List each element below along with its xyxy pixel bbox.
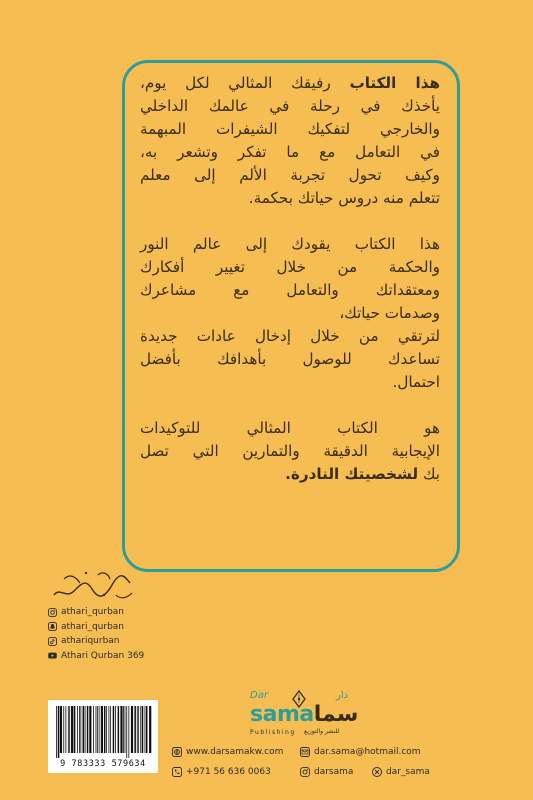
barcode-bar [106, 706, 107, 753]
contact-phone-text: +971 56 636 0063 [186, 767, 271, 777]
signature-text: عذاري قربان [88, 603, 94, 604]
blurb-line: الإيجابية الدقيقة والتمارين التي تصل [140, 442, 440, 460]
barcode-bar [69, 706, 70, 753]
barcode-bar [85, 706, 86, 753]
barcode-bar [134, 706, 136, 753]
author-socials [48, 605, 144, 663]
barcode-bars [54, 706, 152, 758]
barcode-bar [63, 706, 64, 753]
barcode-bar [58, 706, 60, 758]
logo-publishing-arabic: للنشر والتوزيع [304, 728, 340, 735]
barcode-bar [101, 706, 103, 753]
social-handle: athari_qurban [61, 607, 125, 618]
contact-x-text: dar_sama [386, 767, 430, 777]
phone-icon [172, 767, 182, 777]
blurb-line: والخارجي لتفكيك الشيفرات المبهمة [140, 120, 440, 138]
barcode-bar [138, 706, 139, 753]
blurb-line: يأخذك في رحلة في عالمك الداخلي [140, 97, 440, 115]
logo-sama [250, 702, 358, 727]
tiktok-icon [48, 637, 57, 646]
social-tiktok[interactable] [48, 634, 144, 649]
barcode-bar [149, 706, 151, 753]
barcode-bar [120, 706, 122, 753]
social-youtube[interactable] [48, 649, 144, 664]
globe-icon [172, 747, 182, 757]
blurb-line: والحكمة من خلال تغيير أفكارك [140, 258, 440, 276]
contact-instagram[interactable] [300, 767, 372, 777]
social-snapchat[interactable] [48, 620, 144, 635]
barcode-bar [115, 706, 116, 753]
barcode-bar [113, 706, 115, 753]
blurb-line [140, 72, 440, 95]
blurb-line: هو الكتاب المثالي للتوكيدات [140, 419, 440, 437]
logo-dar-en: Dar [250, 690, 268, 701]
barcode-bar [60, 706, 62, 753]
barcode-bar [137, 706, 138, 753]
barcode-bar [128, 706, 129, 758]
blurb-line: في التعامل مع ما تفكر وتشعر به، [140, 143, 440, 161]
blurb-line: هذا الكتاب يقودك إلى عالم النور [140, 235, 440, 253]
isbn-barcode [48, 700, 158, 773]
barcode-bar [145, 706, 146, 753]
blurb-line: ومعتقداتك والتعامل مع مشاعرك [140, 281, 440, 299]
barcode-bar [83, 706, 85, 753]
logo-sama-arabic: سما [313, 702, 359, 727]
barcode-bar [123, 706, 124, 753]
barcode-bar [125, 706, 126, 753]
barcode-bar [140, 706, 141, 753]
barcode-bar [56, 706, 57, 758]
social-handle: Athari Qurban 369 [61, 650, 145, 661]
blurb-line: لترتقي من خلال إدخال عادات جديدة [140, 327, 440, 345]
contact-email-text: dar.sama@hotmail.com [314, 747, 421, 757]
isbn-number: 9 783333 579634 [60, 759, 146, 769]
blurb-paragraph-3 [140, 417, 440, 486]
barcode-bar [81, 706, 82, 753]
barcode-bar [65, 706, 66, 753]
barcode-bar [79, 706, 80, 753]
logo-dar-ar: دار [336, 690, 349, 701]
blurb-line: تساعدك للوصول بأهدافك بأفضل [140, 350, 440, 368]
barcode-bar [77, 706, 78, 753]
mail-icon [300, 747, 310, 757]
contact-website-text: www.darsamakw.com [186, 747, 284, 757]
barcode-bar [97, 706, 98, 753]
barcode-bar [104, 706, 106, 753]
contact-phone[interactable] [172, 767, 300, 777]
logo-publishing: Publishing [250, 729, 296, 736]
back-cover-blurb [140, 72, 440, 486]
publisher-contacts [172, 742, 430, 782]
x-icon [372, 767, 382, 777]
barcode-bar [109, 706, 110, 753]
contact-row [172, 742, 430, 762]
blurb-line: تتعلم منه دروس حياتك بحكمة. [248, 189, 440, 207]
barcode-bar [118, 706, 120, 753]
barcode-bar [71, 706, 73, 753]
blurb-paragraph-2 [140, 233, 440, 394]
barcode-bar [68, 706, 69, 753]
barcode-bar [89, 706, 91, 753]
blurb-text: بك [418, 465, 440, 483]
author-signature [46, 565, 136, 605]
barcode-bar [126, 706, 127, 758]
barcode-bar [93, 706, 94, 753]
contact-x[interactable] [372, 767, 430, 777]
rare-personality-highlight: لشخصيتك النادرة. [285, 465, 419, 483]
book-highlight: هذا الكتاب [349, 74, 440, 92]
barcode-bar [131, 706, 133, 753]
blurb-text: رفيقك المثالي لكل يوم، [140, 74, 350, 92]
publisher-logo [240, 690, 359, 736]
youtube-icon [48, 651, 57, 660]
social-instagram[interactable] [48, 605, 144, 620]
contact-instagram-text: darsama [314, 767, 354, 777]
contact-row [172, 762, 430, 782]
contact-email[interactable] [300, 747, 421, 757]
barcode-bar [110, 706, 111, 753]
logo-sama-latin: sama [250, 702, 314, 727]
blurb-line: احتمال. [392, 373, 440, 391]
instagram-icon [300, 767, 310, 777]
barcode-bar [74, 706, 76, 753]
blurb-paragraph-1 [140, 72, 440, 210]
contact-website[interactable] [172, 747, 300, 757]
social-handle: athari_qurban [61, 621, 125, 632]
social-handle: athariqurban [61, 636, 120, 647]
barcode-bar [96, 706, 97, 753]
blurb-line [140, 463, 440, 486]
instagram-icon [48, 608, 57, 617]
barcode-bar [99, 706, 100, 753]
blurb-line: وصدمات حياتك، [339, 304, 440, 322]
barcode-bar [146, 706, 148, 753]
blurb-line: وكيف تحول تجربة الألم إلى معلم [140, 166, 440, 184]
barcode-bar [87, 706, 89, 753]
snapchat-icon [48, 622, 57, 631]
barcode-bar [142, 706, 144, 753]
